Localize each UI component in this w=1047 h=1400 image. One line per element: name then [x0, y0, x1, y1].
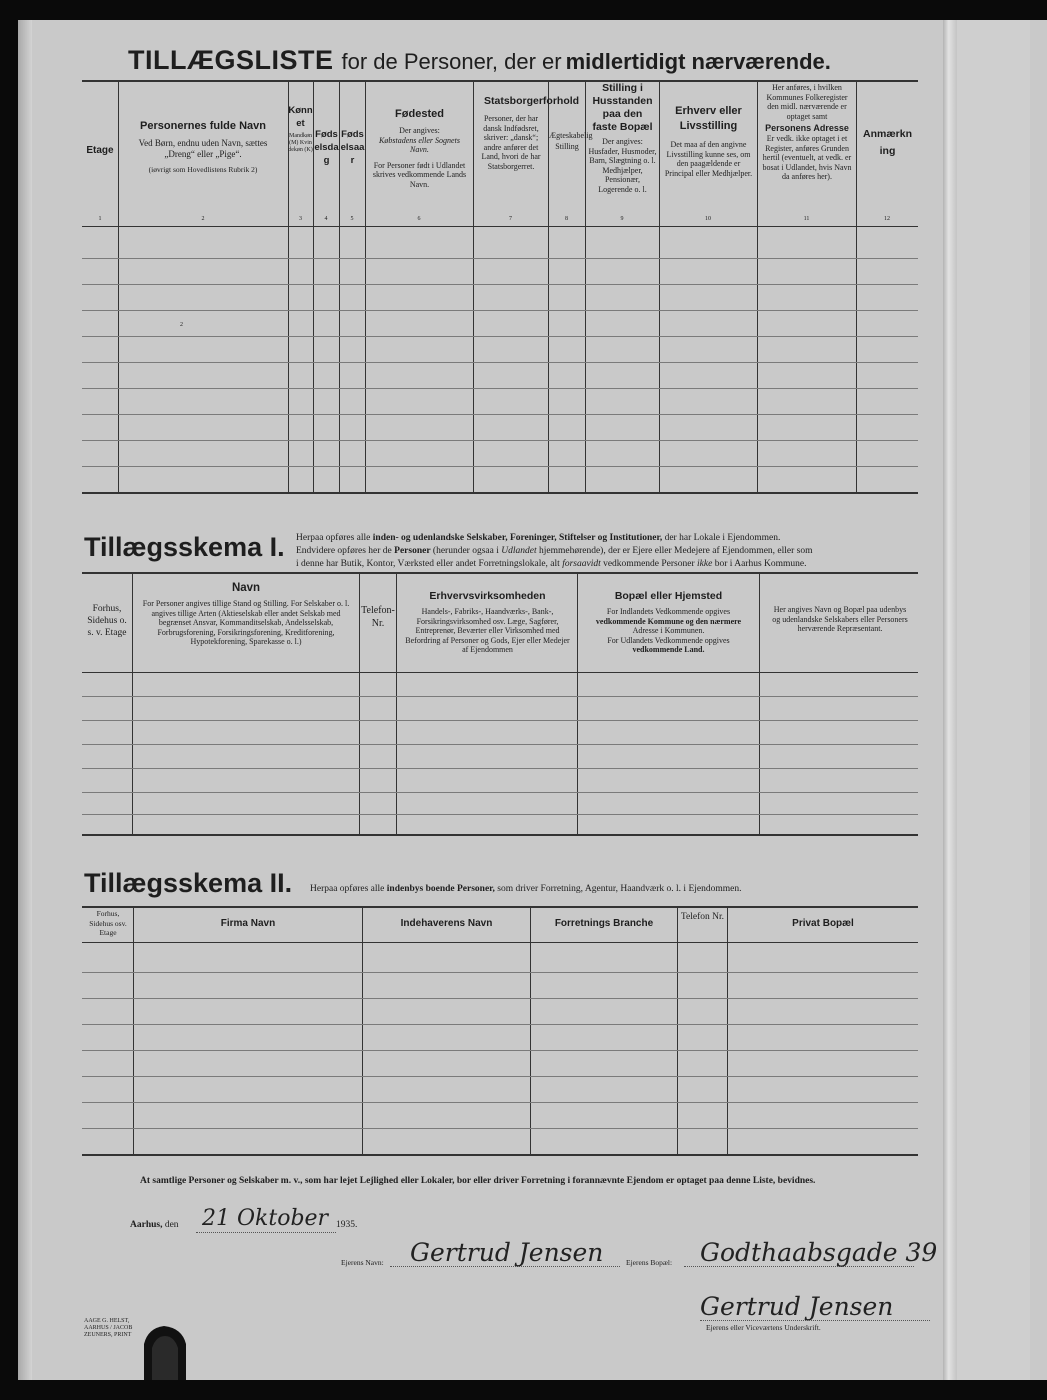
skema1-business-title: Erhvervsvirksomheden — [429, 590, 546, 602]
col-birthplace-note1: Der angives: — [399, 126, 440, 135]
skema2-title: Tillægsskema II. — [84, 868, 293, 898]
col-household-label: Stilling i Husstanden paa den faste Bopæl — [592, 82, 653, 133]
footer-statement: At samtlige Personer og Selskaber m. v., som har lejet Lejlighed eller Lokaler, bor eller driver Forretning i forannævnte Ejendom er optaget paa denne Liste, bevidnes. — [140, 1176, 816, 1186]
footer-signature-handwritten: Gertrud Jensen — [700, 1292, 894, 1321]
col-header-occupation — [660, 104, 757, 178]
col-citizenship-note: Personer, der har dansk Indfødsret, skriver: „dansk“; andre anfører det Land, hvori de har Statsborgerret. — [481, 114, 541, 171]
skema1-residence-note: vedkommende Kommune og den nærmere — [595, 616, 742, 626]
footer-place: Aarhus, — [130, 1220, 163, 1230]
col-num: 4 — [324, 216, 328, 222]
skema1-business-note: Handels-, Fabriks-, Haandværks-, Bank-, Forsikringsvirksomhed osv. Læge, Sagfører, Entreprenør, Beværter eller Virksomhed med Befordring af Personer og Gods, Ejer eller Medejer af Ejendommen — [405, 607, 570, 654]
desc-text: Herpaa opføres alle — [310, 884, 385, 894]
footer-printer: AAGE G. HELST, AARHUS / JACOB ZEUNERS, PRINT — [84, 1318, 133, 1338]
col-num: 11 — [803, 216, 810, 222]
desc-bold: indenbys boende Personer, — [386, 884, 495, 894]
col-gender-note: Mandkøn (M) Kvindekøn (K) — [288, 133, 313, 153]
skema1-col-name — [134, 582, 358, 647]
skema2-col-etage: Forhus, Sidehus osv. Etage — [89, 909, 127, 937]
col-num: 9 — [620, 216, 624, 222]
col-name-label: Personernes fulde Navn — [140, 120, 266, 132]
col-num: 6 — [417, 216, 421, 222]
col-num: 10 — [705, 216, 711, 222]
desc-text: Endvidere opføres her de — [296, 546, 392, 556]
desc-text: som driver Forretning, Agentur, Haandværk o. l. i Ejendommen. — [497, 884, 742, 894]
col-header-etage: Etage — [86, 145, 114, 156]
skema2-description — [310, 884, 741, 894]
footer-address-handwritten: Godthaabsgade 39 — [700, 1238, 938, 1267]
col-num: 12 — [884, 216, 890, 222]
desc-italic: forsaavidt — [562, 559, 601, 569]
desc-bold: inden- og udenlandske Selskaber, Foreninger, Stiftelser og Institutioner, — [372, 533, 663, 543]
col-birthplace-label: Fødested — [395, 108, 444, 120]
desc-bold: Personer — [394, 546, 431, 556]
skema1-name-title: Navn — [231, 582, 261, 594]
col-num: 5 — [350, 216, 354, 222]
skema1-col-representative: Her angives Navn og Bopæl paa udenbys og udenlandske Selskabers eller Personers herværende Repræsentant. — [772, 605, 908, 633]
skema1-residence-note: vedkommende Land. — [632, 645, 705, 654]
skema2-col-phone: Telefon Nr. — [680, 912, 725, 922]
page-title — [128, 45, 831, 76]
title-rest: for de Personer, der er — [341, 49, 562, 74]
skema1-residence-note: Adresse i Kommunen. — [632, 626, 705, 635]
col-num: 1 — [98, 216, 102, 222]
skema1-col-phone: Telefon-Nr. — [361, 605, 395, 629]
footer-year: 1935. — [336, 1220, 358, 1230]
footer-den: den — [164, 1220, 179, 1230]
col-header-birthplace — [366, 108, 473, 189]
col-occupation-note: Det maa af den angivne Livsstilling kunne ses, om den paagældende er Principal eller Medhjælper. — [664, 140, 753, 178]
binding-clip-icon — [138, 1322, 192, 1380]
footer-address-label: Ejerens Bopæl: — [626, 1258, 673, 1267]
col-name-note2: (iøvrigt som Hovedlistens Rubrik 2) — [148, 165, 258, 174]
desc-text: Herpaa opføres alle — [296, 533, 371, 543]
desc-text: hjemmehørende), der er Ejere eller Medejere af Ejendommen, eller som — [538, 546, 813, 556]
skema1-title: Tillægsskema I. — [84, 532, 285, 562]
col-header-marital: Ægteskabelig Stilling — [549, 131, 593, 151]
col-birthplace-note2: Købstadens eller Sognets Navn. — [379, 135, 460, 154]
skema2-col-private-address: Privat Bopæl — [792, 918, 854, 929]
skema1-col-etage: Forhus, Sidehus o. s. v. Etage — [87, 604, 127, 638]
col-header-household — [586, 82, 659, 194]
desc-text: (herunder ogsaa i — [432, 546, 499, 556]
skema1-col-residence — [579, 590, 758, 655]
col-household-note: Der angives: Husfader, Husmoder, Barn, Slægtning o. l. Medhjælper, Pensionær, Logerende o. l. — [588, 137, 657, 194]
skema1-col-business — [399, 590, 576, 655]
skema1-name-note: For Personer angives tillige Stand og Stilling. For Selskaber o. l. angives tillige Arten (Aktieselskab eller andet Selskab med begrænset Ansvar, Kommanditselskab, Andelsselskab, Forbrugsforening, Forsikringsforening, Kreditforening, Hypotekforening, Sparekasse o. l.) — [142, 599, 350, 646]
footer-date-line — [130, 1220, 179, 1230]
skema2-col-firm: Firma Navn — [220, 918, 276, 929]
col-header-remarks: Anmærkning — [863, 128, 913, 157]
skema2-col-branch: Forretnings Branche — [554, 918, 654, 929]
col-address-note-bottom: Er vedk. ikke optaget i et Register, anføres Grunden hertil (eventuelt, at vedk. er bosat i Udlandet, hvis Navn da anføres her). — [762, 134, 852, 181]
col-citizenship-label: Statsborgerforhold — [484, 95, 580, 107]
col-num: 2 — [201, 216, 205, 222]
footer-date-handwritten: 21 Oktober — [202, 1206, 329, 1231]
skema2-col-owner: Indehaverens Navn — [400, 918, 493, 929]
footer-owner-label: Ejerens Navn: — [341, 1258, 384, 1267]
col-birthplace-note3: For Personer født i Udlandet skrives vedkommende Lands Navn. — [372, 160, 467, 189]
entry-mark: 2 — [180, 322, 183, 328]
col-address-note-top: Her anføres, i hvilken Kommunes Folkeregister den midl. nærværende er optaget samt — [766, 83, 848, 121]
desc-italic: ikke — [697, 559, 713, 569]
col-num: 8 — [565, 216, 568, 222]
title-bold-tail: midlertidigt nærværende. — [565, 49, 831, 74]
col-header-birthday: Fødselsdag — [314, 129, 339, 166]
desc-text: vedkommende Personer — [603, 559, 695, 569]
col-address-label: Personens Adresse — [765, 123, 849, 133]
footer-owner-handwritten: Gertrud Jensen — [410, 1238, 604, 1267]
col-num: 7 — [509, 216, 512, 222]
col-header-gender — [288, 104, 313, 154]
skema1-description — [296, 532, 920, 571]
desc-text: bor i Aarhus Kommune. — [714, 559, 807, 569]
col-gender-label: Kønnet — [288, 105, 313, 129]
skema1-residence-note: For Indlandets Vedkommende opgives — [606, 607, 731, 616]
footer-signature-label: Ejerens eller Viceværtens Underskrift. — [706, 1323, 821, 1332]
title-main: TILLÆGSLISTE — [128, 45, 334, 75]
col-occupation-label: Erhverv eller Livsstilling — [675, 105, 742, 132]
desc-text: der har Lokale i Ejendommen. — [664, 533, 781, 543]
skema1-residence-note: For Udlandets Vedkommende opgives — [607, 635, 730, 645]
desc-text: i denne har Butik, Kontor, Værksted eller andet Forretningslokale, alt — [296, 559, 560, 569]
col-header-birthyear: Fødselsaar — [340, 129, 365, 166]
skema1-residence-title: Bopæl eller Hjemsted — [614, 590, 723, 602]
col-name-note: Ved Børn, endnu uden Navn, sættes „Dreng“ eller „Pige“. — [138, 138, 268, 159]
col-header-name — [118, 120, 288, 174]
col-num: 3 — [299, 216, 302, 222]
desc-italic: Udlandet — [501, 546, 537, 556]
col-header-address — [758, 83, 856, 182]
